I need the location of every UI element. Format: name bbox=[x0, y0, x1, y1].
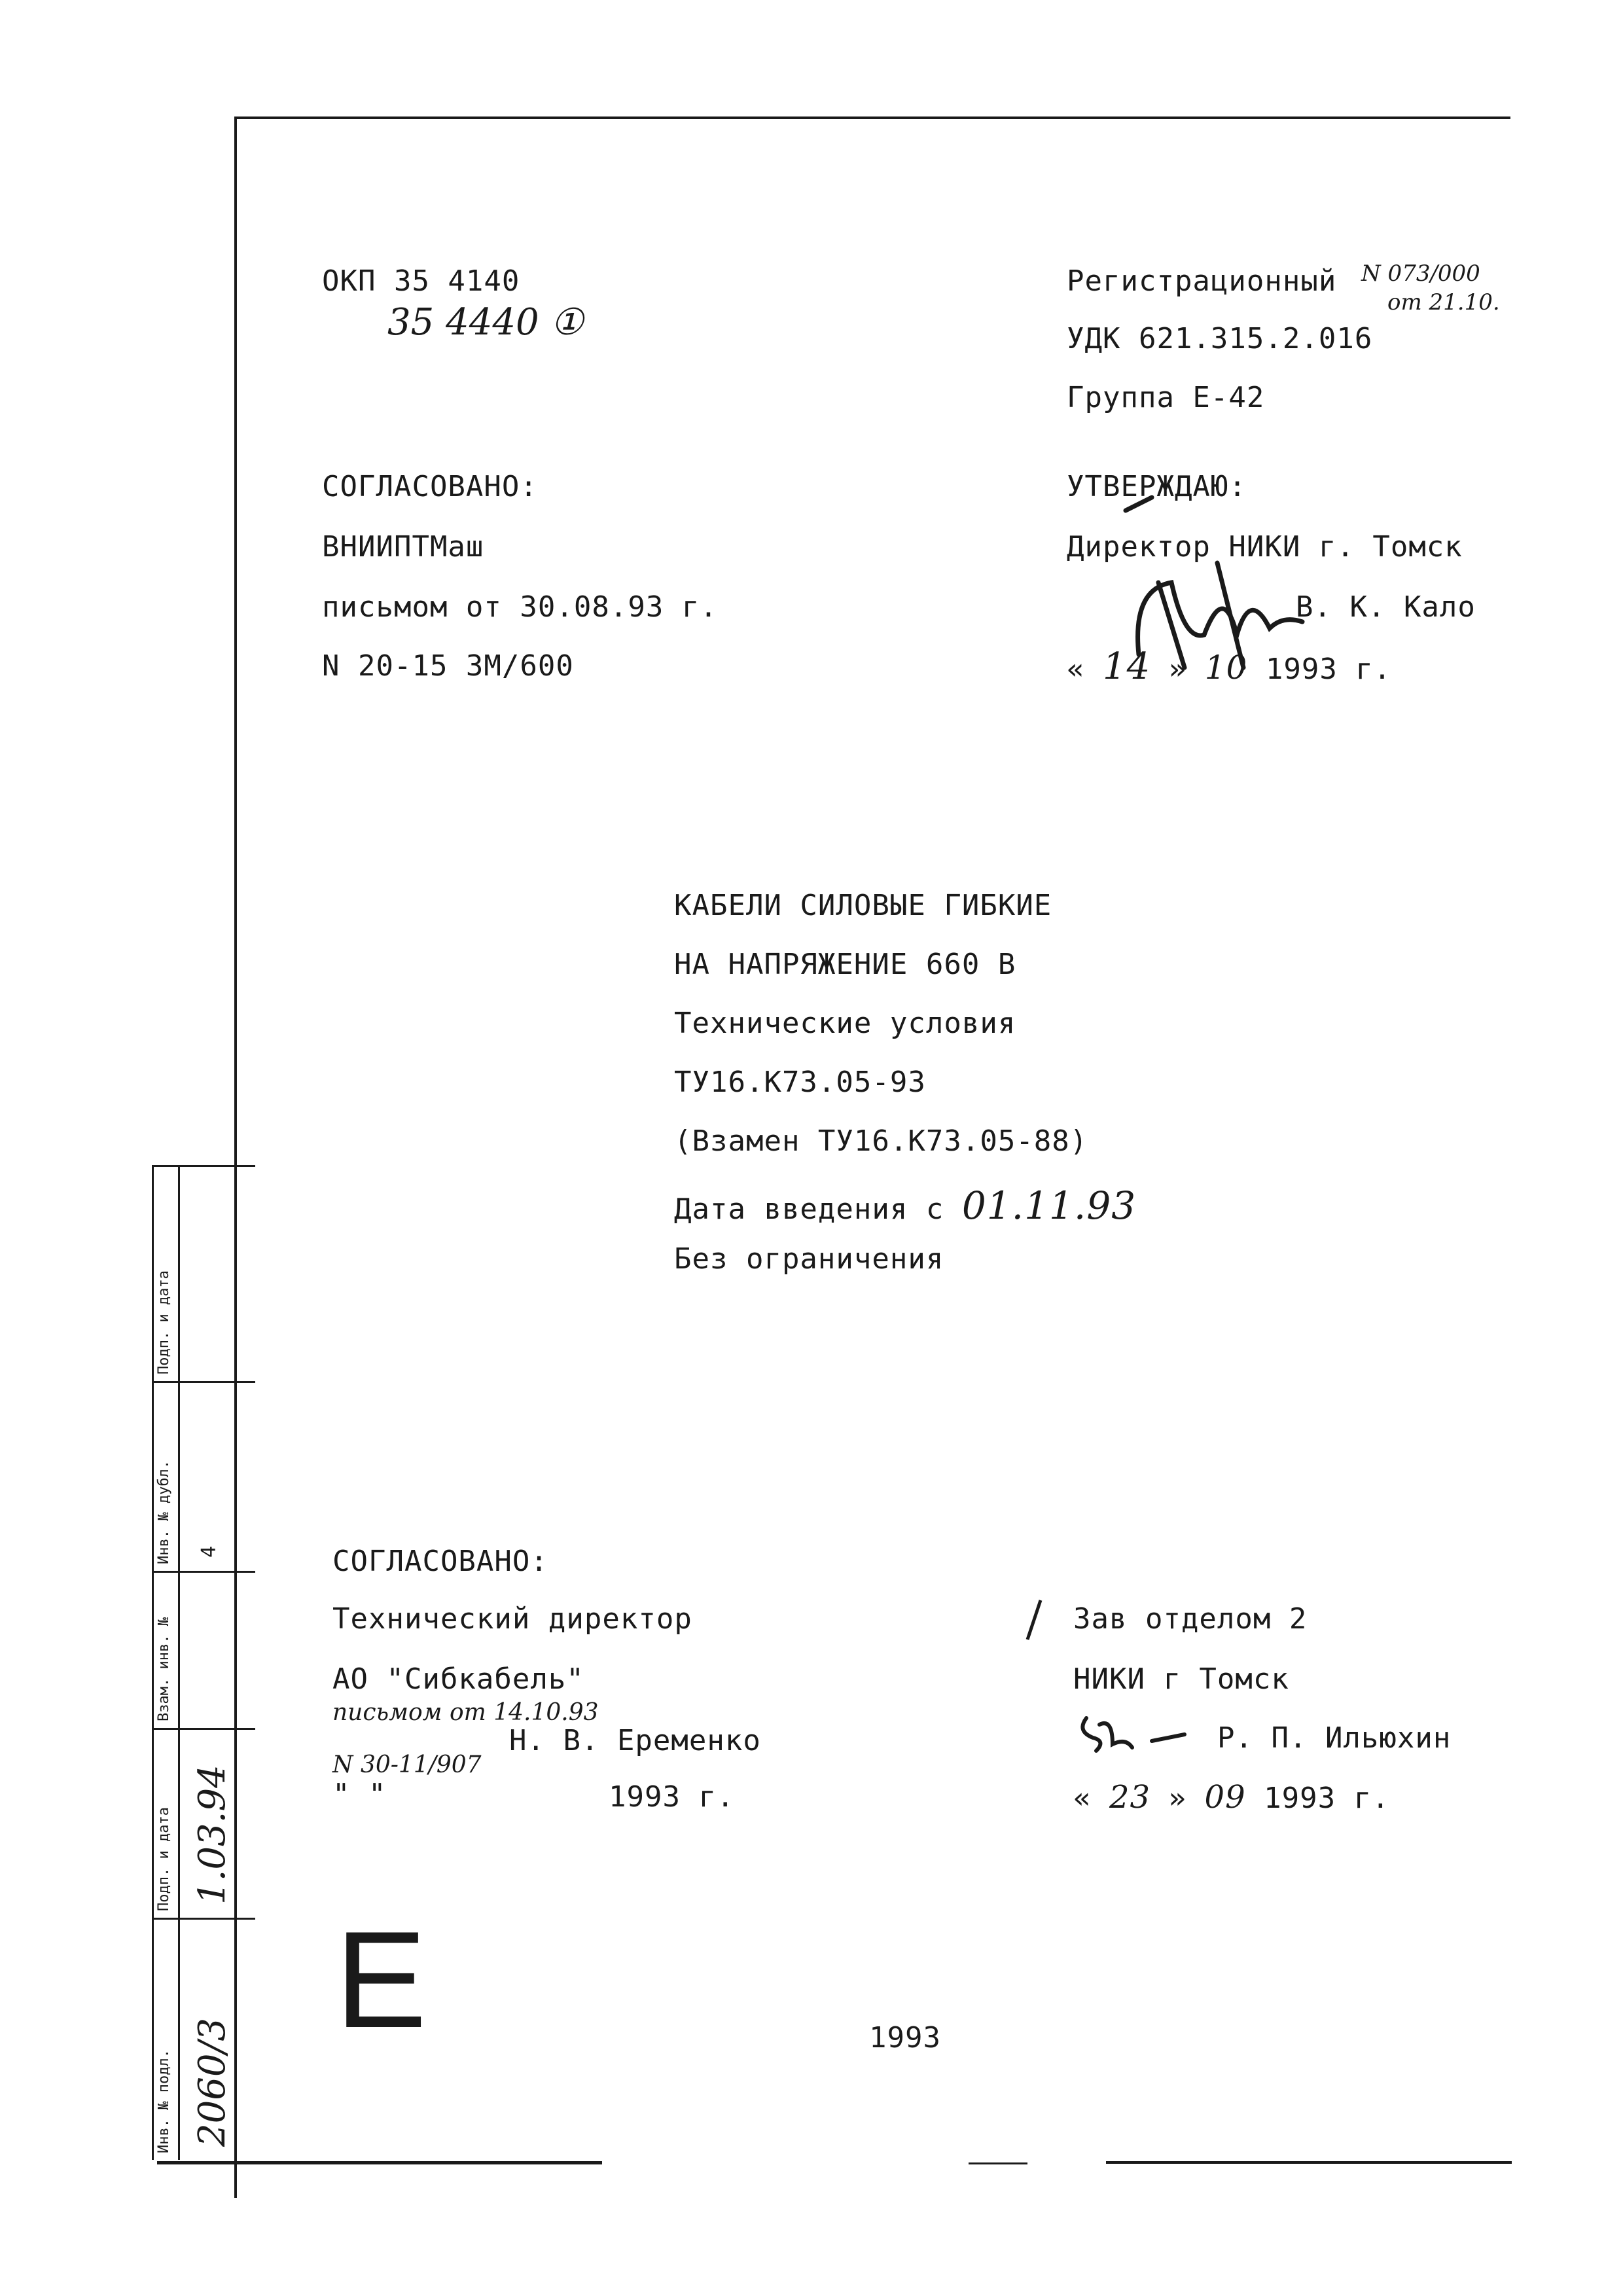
title-line-4: ТУ16.К73.05-93 bbox=[674, 1066, 926, 1099]
strip-inv-number: 2060/3 bbox=[191, 2017, 234, 2147]
title-date-prefix: Дата введения с bbox=[674, 1193, 944, 1226]
head-dept-bracket bbox=[1024, 1597, 1044, 1643]
group-code: Группа Е-42 bbox=[1067, 381, 1265, 414]
agreed-bottom-position: Технический директор bbox=[332, 1602, 692, 1636]
approved-position: Директор НИКИ г. Томск bbox=[1067, 530, 1463, 564]
agreed-top-heading: СОГЛАСОВАНО: bbox=[322, 470, 538, 503]
registration-number: N 073/000 bbox=[1361, 260, 1480, 287]
title-line-3: Технические условия bbox=[674, 1007, 1016, 1040]
okp-handwritten-number: 35 4440 bbox=[387, 301, 539, 344]
strip-label-podp-date-2: Подп. и дата bbox=[156, 1270, 172, 1374]
title-line-1: КАБЕЛИ СИЛОВЫЕ ГИБКИЕ bbox=[674, 889, 1052, 922]
approved-signature bbox=[1113, 484, 1335, 681]
letter-mark: Е bbox=[335, 1903, 427, 2056]
agreed-top-org: ВНИИПТМаш bbox=[322, 530, 484, 564]
agreed-bottom-heading: СОГЛАСОВАНО: bbox=[332, 1545, 548, 1578]
frame-bottom-line-left bbox=[157, 2161, 602, 2164]
agreed-bottom-org: АО "Сибкабель" bbox=[332, 1662, 584, 1696]
agreed-bottom-name: Н. В. Еременко bbox=[509, 1724, 761, 1757]
margin-strip bbox=[152, 1165, 255, 2160]
approved-heading: УТВЕРЖДАЮ: bbox=[1067, 470, 1247, 503]
udk-code: УДК 621.315.2.016 bbox=[1067, 322, 1373, 355]
title-line-2: НА НАПРЯЖЕНИЕ 660 В bbox=[674, 948, 1016, 981]
strip-label-inv-dubl: Инв. № дубл. bbox=[156, 1460, 172, 1564]
head-dept-date: « 23 » 09 1993 г. bbox=[1073, 1779, 1390, 1816]
approved-name: В. К. Кало bbox=[1296, 590, 1476, 624]
head-dept-name: Р. П. Ильюхин bbox=[1217, 1721, 1452, 1755]
okp-code: ОКП 35 4140 bbox=[322, 264, 520, 298]
agreed-bottom-letter: письмом от 14.10.93 bbox=[332, 1699, 599, 1726]
strip-label-vzam-inv: Взам. инв. № bbox=[156, 1617, 172, 1721]
title-line-5: (Взамен ТУ16.К73.05-88) bbox=[674, 1124, 1088, 1158]
strip-label-podp-date-1: Подп. и дата bbox=[156, 1807, 172, 1911]
agreed-bottom-number: N 30-11/907 bbox=[332, 1751, 482, 1778]
registration-label: Регистрационный bbox=[1067, 264, 1337, 298]
approved-date: « 14 » 10 1993 г. bbox=[1067, 645, 1392, 688]
footer-year: 1993 bbox=[869, 2021, 941, 2054]
title-line-6 bbox=[674, 1183, 1136, 1228]
frame-top-line bbox=[234, 117, 1510, 119]
okp-handwritten-mark: ① bbox=[550, 301, 584, 344]
registration-date: от 21.10. bbox=[1387, 289, 1500, 315]
head-dept-month: 09 bbox=[1204, 1779, 1246, 1816]
strip-dubl-value: 4 bbox=[198, 1545, 221, 1558]
approved-month: 10 bbox=[1204, 649, 1248, 687]
head-dept-year: 1993 г. bbox=[1264, 1782, 1390, 1815]
head-dept-org: НИКИ г Томск bbox=[1073, 1662, 1289, 1696]
head-dept-position: Зав отделом 2 bbox=[1073, 1602, 1308, 1636]
agreed-top-number: N 20-15 ЗМ/600 bbox=[322, 649, 574, 683]
approved-year: 1993 г. bbox=[1265, 653, 1392, 686]
head-dept-day: 23 bbox=[1109, 1779, 1151, 1816]
frame-bottom-dash bbox=[969, 2162, 1027, 2164]
head-dept-signature bbox=[1073, 1705, 1191, 1764]
title-line-7: Без ограничения bbox=[674, 1242, 944, 1276]
okp-handwritten bbox=[387, 301, 584, 344]
agreed-bottom-year: 1993 г. bbox=[609, 1780, 735, 1814]
strip-sign-date: 1.03.94 bbox=[191, 1765, 234, 1905]
strip-label-inv-podl: Инв. № подл. bbox=[156, 2049, 172, 2153]
title-date-value: 01.11.93 bbox=[961, 1183, 1137, 1228]
approved-day: 14 bbox=[1102, 645, 1151, 688]
agreed-top-letter: письмом от 30.08.93 г. bbox=[322, 590, 718, 624]
agreed-bottom-quotes: " " bbox=[332, 1778, 387, 1811]
frame-bottom-line-right bbox=[1106, 2161, 1512, 2164]
